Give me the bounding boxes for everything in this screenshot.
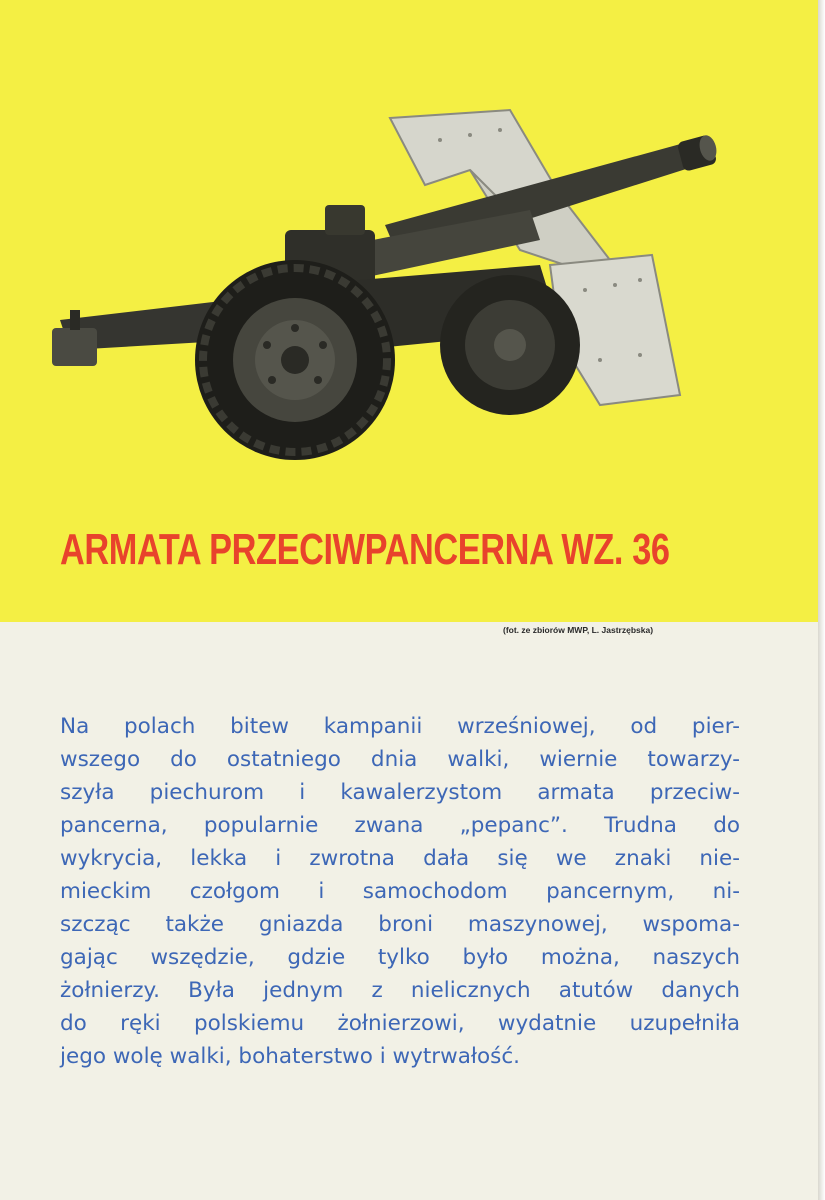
body-line: wykrycia, lekka i zwrotna dała się we znaki nie- bbox=[60, 846, 740, 871]
body-line: szyła piechurom i kawalerzystom armata przeciw- bbox=[60, 780, 740, 805]
body-line: pancerna, popularnie zwana „pepanc”. Trudna do bbox=[60, 813, 740, 838]
body-line: wszego do ostatniego dnia walki, wiernie towarzy- bbox=[60, 747, 740, 772]
page-title: ARMATA PRZECIWPANCERNA WZ. 36 bbox=[60, 525, 670, 574]
body-line: gając wszędzie, gdzie tylko było można, naszych bbox=[60, 945, 740, 970]
body-line: Na polach bitew kampanii wrześniowej, od pier- bbox=[60, 714, 740, 739]
body-line: jego wolę walki, bohaterstwo i wytrwałość. bbox=[60, 1044, 521, 1069]
body-line: żołnierzy. Była jednym z nielicznych atutów danych bbox=[60, 978, 740, 1003]
photo-credit: (fot. ze zbiorów MWP, L. Jastrzębska) bbox=[503, 625, 654, 635]
body-line: do ręki polskiemu żołnierzowi, wydatnie uzupełniła bbox=[60, 1011, 740, 1036]
body-paragraph bbox=[60, 710, 740, 1073]
page-edge bbox=[818, 0, 825, 1200]
body-line: mieckim czołgom i samochodom pancernym, ni- bbox=[60, 879, 740, 904]
anti-tank-gun-photo bbox=[40, 100, 740, 480]
body-line: szcząc także gniazda broni maszynowej, wspoma- bbox=[60, 912, 740, 937]
